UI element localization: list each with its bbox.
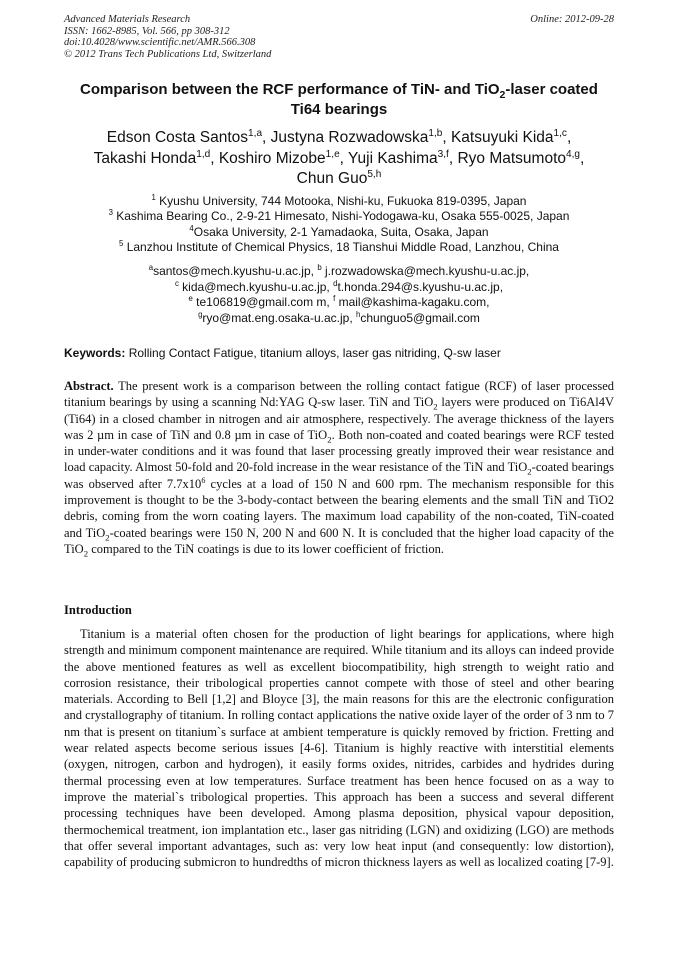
title-part1: Comparison between the RCF performance of TiN- and TiO xyxy=(80,81,500,98)
abstract-subscript: 2 xyxy=(527,466,532,477)
abstract-text: compared to the TiN coatings is due to its lower coefficient of friction. xyxy=(88,541,445,556)
affiliation-text: Kashima Bearing Co., 2-9-21 Himesato, Nishi-Yodogawa-ku, Osaka 555-0025, Japan xyxy=(112,209,570,224)
email-address[interactable]: ryo@mat.eng.osaka-u.ac.jp, xyxy=(202,310,356,325)
abstract-text: -coated bearings was observed after 7.7x10 xyxy=(64,460,614,491)
author-affil-sup: 5,h xyxy=(367,168,382,180)
email-address[interactable]: mail@kashima-kagaku.com, xyxy=(335,295,490,309)
issn-line: ISSN: 1662-8985, Vol. 566, pp 308-312 xyxy=(64,25,230,37)
author-name: Koshiro Mizobe xyxy=(218,149,326,167)
doi-line[interactable]: doi:10.4028/www.scientific.net/AMR.566.308 xyxy=(64,37,256,49)
email-sup: h xyxy=(356,309,361,319)
email-address[interactable]: kida@mech.kyushu-u.ac.jp, xyxy=(178,279,334,294)
author-name: Chun Guo xyxy=(296,170,368,187)
email-list xyxy=(40,264,638,326)
author-sep: , xyxy=(262,129,271,146)
affiliation-item xyxy=(40,240,638,255)
affiliation-item xyxy=(40,194,638,209)
affiliation-sup: 3 xyxy=(108,208,113,218)
email-address[interactable]: chunguo5@gmail.com xyxy=(360,310,480,325)
online-date: Online: 2012-09-28 xyxy=(530,14,614,25)
email-address[interactable]: j.rozwadowska@mech.kyushu-u.ac.jp, xyxy=(321,264,530,278)
author-name: Justyna Rozwadowska xyxy=(270,129,429,146)
abstract-text: The present work is a comparison between the rolling contact fatigue (RCF) of laser processed titanium bearings by using a scanning Nd:YAG Q-sw laser. TiN and TiO xyxy=(64,379,614,410)
email-sup: e xyxy=(188,294,193,303)
abstract xyxy=(64,378,614,557)
affiliation-text: Kyushu University, 744 Motooka, Nishi-ku, Fukuoka 819-0395, Japan xyxy=(155,194,527,208)
email-sup: c xyxy=(174,278,179,288)
introduction-paragraph: Titanium is a material often chosen for the production of light bearings for applications, where high strength and minimum component maintenance are required. While titanium and its alloys can indeed provide the above mentioned features as well as excellent biocompatibility, high strength to weight ratio and corrosion resistance, their tribological properties cannot compete with those of steel and other bearing materials. According to Bell [1,2] and Bloyce [3], the main reasons for this are the electronic configuration and crystallography of titanium. In rolling contact applications the native oxide layer of the order of 3 nm to 7 nm that is present on titanium`s surface at ambient temperature is quickly removed by friction. Fretting and wear related aspects become serious issues [4-6]. Titanium is highly reactive with interstitial elements (oxygen, nitrogen, carbon and hydrogen), it easily forms oxides, nitrides, carbides and hydrides during thermal processing even at low temperatures. Surface treatment has been hence focused on as a way to improve the material`s tribological properties. This approach has been a success and several different processing techniques have been developed. Among plasma deposition, physical vapour deposition, thermochemical treatment, ion implantation etc., laser gas nitriding (LGN) and oxidizing (LGO) are methods that offer several important advantages, such as: very low heat input (and consequently: low distortion), capability of producing submicron to hundredths of micron thickness layers as well as localized coating [7-9]. xyxy=(64,627,614,870)
title-line2: Ti64 bearings xyxy=(290,101,388,118)
paper-title xyxy=(50,80,628,120)
author-sep: , xyxy=(210,149,219,167)
keywords-text: Rolling Contact Fatigue, titanium alloys, laser gas nitriding, Q-sw laser xyxy=(125,346,501,360)
abstract-subscript: 2 xyxy=(83,548,89,559)
abstract-text: . Both non-coated and coated bearings were RCF tested in under-water conditions and it was found that laser processing greatly improved their wear resistance and load capacity. Almost 50-fold and 20-fold increase in the wear resistance of the TiN and TiO xyxy=(64,427,614,475)
keywords xyxy=(64,346,624,360)
author-affil-sup: 3,f xyxy=(437,148,449,160)
abstract-text: layers were produced on Ti6Al4V (Ti64) in a closed chamber in nitrogen and air atmosphere, respectively. The average thickness of the layers was 2 µm in case of TiN and 0.8 µm in case of TiO xyxy=(64,395,614,442)
title-subscript: 2 xyxy=(499,89,506,101)
affiliation-sup: 1 xyxy=(151,193,156,202)
affiliation-list xyxy=(40,194,638,256)
affiliation-sup: 4 xyxy=(189,223,194,233)
email-sup: b xyxy=(317,263,322,272)
author-sep: , xyxy=(339,149,349,167)
email-sup: g xyxy=(198,309,203,319)
title-part2: -laser coated xyxy=(505,81,598,98)
author-sep: , xyxy=(442,129,451,146)
author-name: Yuji Kashima xyxy=(348,149,438,167)
author-affil-sup: 1,d xyxy=(196,148,211,160)
abstract-subscript: 2 xyxy=(327,434,332,445)
author-affil-sup: 4,g xyxy=(566,148,580,160)
keywords-label: Keywords: xyxy=(64,346,126,360)
copyright-line: © 2012 Trans Tech Publications Ltd, Switzerland xyxy=(64,48,272,60)
affiliation-text: Osaka University, 2-1 Yamadaoka, Suita, Osaka, Japan xyxy=(193,224,489,239)
abstract-label: Abstract. xyxy=(64,379,114,393)
author-affil-sup: 1,a xyxy=(248,127,263,139)
abstract-subscript: 2 xyxy=(105,532,110,543)
author-list xyxy=(40,128,638,190)
email-address[interactable]: te106819@gmail.com m, xyxy=(192,295,334,309)
author-name: Katsuyuki Kida xyxy=(450,129,554,146)
affiliation-text: Lanzhou Institute of Chemical Physics, 18 Tianshui Middle Road, Lanzhou, China xyxy=(123,240,559,255)
affiliation-sup: 5 xyxy=(119,239,124,249)
author-sep: , xyxy=(566,129,572,146)
affiliation-item xyxy=(40,209,638,224)
author-name: Takashi Honda xyxy=(93,149,197,167)
abstract-subscript: 2 xyxy=(433,401,438,412)
author-name: Edson Costa Santos xyxy=(106,129,249,146)
author-sep: , xyxy=(448,149,458,167)
email-address[interactable]: santos@mech.kyushu-u.ac.jp, xyxy=(153,264,318,278)
journal-name: Advanced Materials Research xyxy=(64,14,191,25)
author-affil-sup: 1,e xyxy=(325,148,340,160)
author-name: Ryo Matsumoto xyxy=(457,149,566,167)
email-address[interactable]: t.honda.294@s.kyushu-u.ac.jp, xyxy=(337,279,504,294)
author-affil-sup: 1,c xyxy=(553,127,567,139)
author-affil-sup: 1,b xyxy=(428,127,443,139)
abstract-text: -coated bearings were 150 N, 200 N and 600 N. It is concluded that the higher load capacity of the TiO xyxy=(64,525,614,556)
introduction-heading: Introduction xyxy=(64,603,132,617)
abstract-text: cycles at a load of 150 N and 600 rpm. The mechanism responsible for this improvement is thought to be the 3-body-contact between the bearing elements and the small TiN and TiO2 debris, coming from the worn coating layers. The maximum load capability of the non-coated, TiN-coated and TiO xyxy=(64,476,614,540)
author-sep: , xyxy=(580,149,585,167)
affiliation-item xyxy=(40,225,638,240)
journal-header xyxy=(64,14,271,60)
email-sup: f xyxy=(333,294,336,303)
abstract-exponent: 6 xyxy=(201,475,206,485)
email-sup: d xyxy=(333,278,338,288)
email-sup: a xyxy=(148,263,154,272)
